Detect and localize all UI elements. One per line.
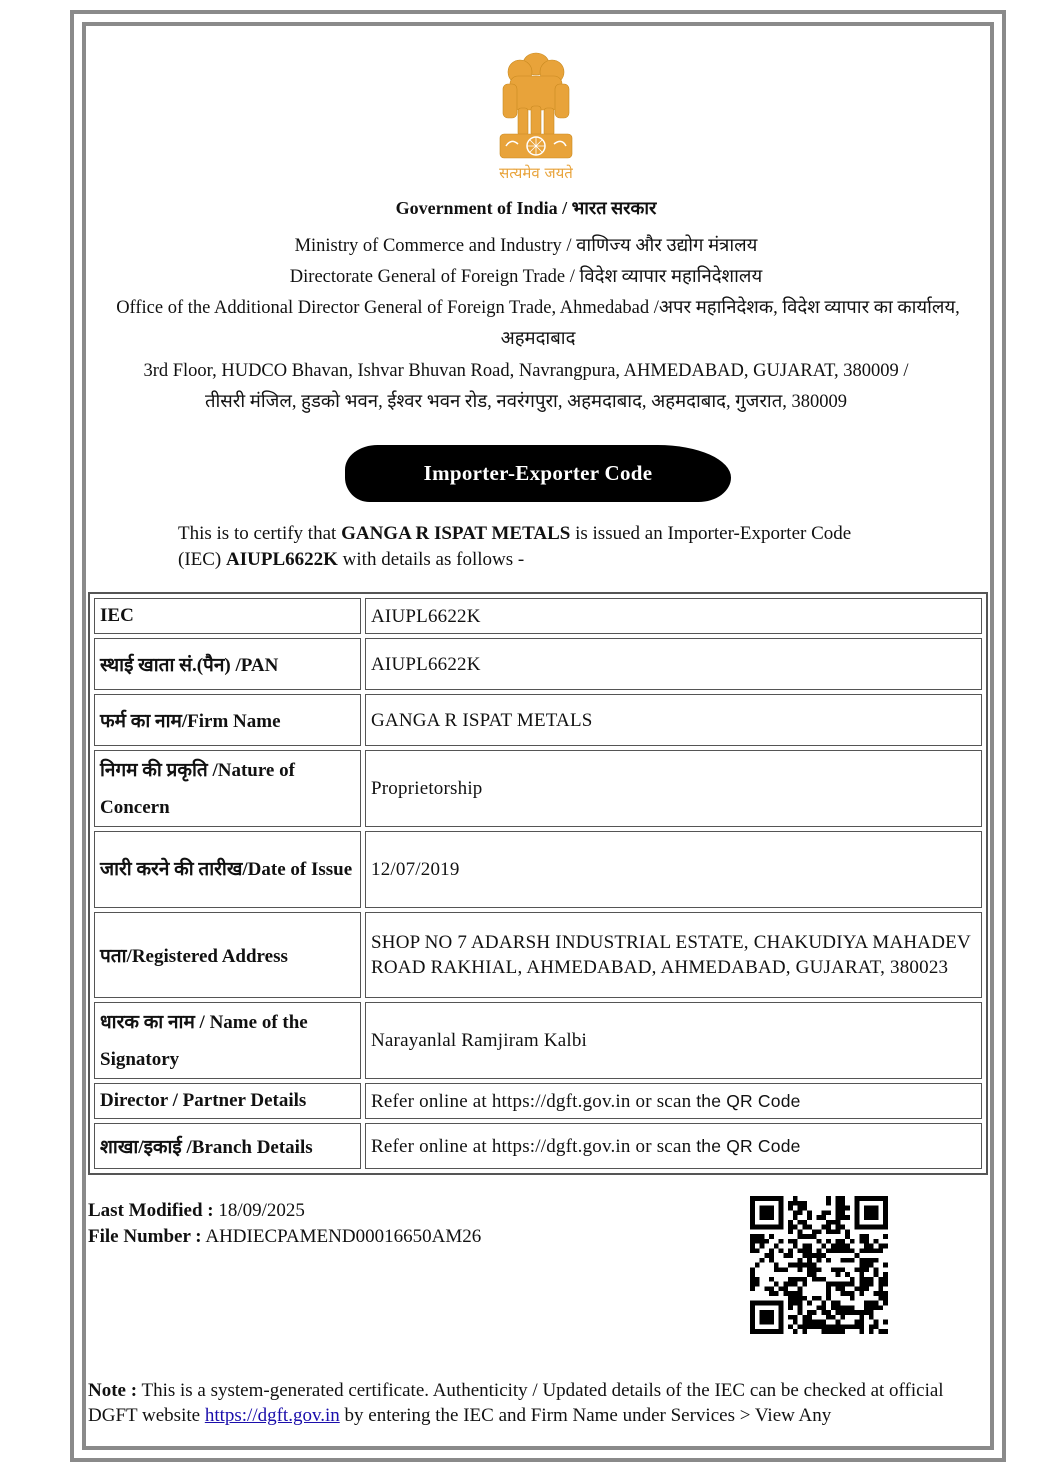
row-value-text: Refer online at https://dgft.gov.in or scan xyxy=(371,1090,692,1112)
certificate-title: Importer-Exporter Code xyxy=(345,445,731,502)
details-table xyxy=(88,592,988,1175)
row-label: जारी करने की तारीख/Date of Issue xyxy=(94,831,361,908)
dgft-website-link[interactable]: https://dgft.gov.in xyxy=(204,1405,340,1426)
row-value-suffix: the QR Code xyxy=(696,1135,801,1156)
row-value: AIUPL6622K xyxy=(365,598,982,634)
table-row xyxy=(94,1123,982,1169)
certify-iec: AIUPL6622K xyxy=(226,549,338,570)
row-label: Director / Partner Details xyxy=(94,1083,361,1119)
table-row xyxy=(94,638,982,690)
last-modified-label: Last Modified : xyxy=(88,1200,214,1221)
row-label: IEC xyxy=(94,598,361,634)
row-label: धारक का नाम / Name of the Signatory xyxy=(94,1002,361,1079)
emblem-motto: सत्यमेव जयते xyxy=(499,164,573,182)
certificate-meta xyxy=(88,1198,481,1250)
note-text-continued: by entering the IEC and Firm Name under Services > View Any xyxy=(344,1405,832,1426)
certify-prefix: This is to certify that xyxy=(178,523,337,544)
row-value-text: Refer online at https://dgft.gov.in or scan xyxy=(371,1135,692,1157)
row-value-suffix: the QR Code xyxy=(696,1090,801,1111)
table-row xyxy=(94,831,982,908)
table-row xyxy=(94,1002,982,1079)
row-value: 12/07/2019 xyxy=(365,831,982,908)
note-text: This is a system-generated certificate. Authenticity / Updated details of the IEC can be checked at official DGFT website xyxy=(88,1380,944,1426)
row-value xyxy=(365,1083,982,1119)
directorate-line: Directorate General of Foreign Trade / विदेश व्यापार महानिदेशालय xyxy=(289,267,763,287)
file-number xyxy=(88,1224,481,1250)
last-modified xyxy=(88,1198,481,1224)
certify-suffix: with details as follows - xyxy=(342,549,525,570)
note xyxy=(88,1378,968,1428)
row-label: पता/Registered Address xyxy=(94,912,361,998)
government-title: Government of India / भारत सरकार xyxy=(395,198,657,218)
qr-code-icon[interactable] xyxy=(746,1196,892,1334)
row-label: स्थाई खाता सं.(पैन) /PAN xyxy=(94,638,361,690)
table-row xyxy=(94,598,982,634)
ministry-line: Ministry of Commerce and Industry / वाणिज्य और उद्योग मंत्रालय xyxy=(294,236,758,256)
table-row xyxy=(94,750,982,827)
file-number-label: File Number : xyxy=(88,1226,202,1247)
row-label: शाखा/इकाई /Branch Details xyxy=(94,1123,361,1169)
office-address-hi: तीसरी मंजिल, हुडको भवन, ईश्वर भवन रोड, नवरंगपुरा, अहमदाबाद, अहमदाबाद, गुजरात, 380009 xyxy=(204,392,848,412)
certify-firm-name: GANGA R ISPAT METALS xyxy=(341,523,571,544)
row-value: Narayanlal Ramjiram Kalbi xyxy=(365,1002,982,1079)
certification-statement xyxy=(178,521,898,573)
row-value: AIUPL6622K xyxy=(365,638,982,690)
last-modified-value: 18/09/2025 xyxy=(218,1200,305,1221)
office-address xyxy=(86,356,966,418)
office-line: Office of the Additional Director General of Foreign Trade, Ahmedabad /अपर महानिदेशक, विदेश व्यापार का कार्यालय, अहमदाबाद xyxy=(116,298,960,349)
certify-middle: is issued an Importer-Exporter Code (IEC) xyxy=(178,523,852,570)
row-value: Proprietorship xyxy=(365,750,982,827)
table-row xyxy=(94,694,982,746)
row-value xyxy=(365,1123,982,1169)
row-label: फर्म का नाम/Firm Name xyxy=(94,694,361,746)
file-number-value: AHDIECPAMEND00016650AM26 xyxy=(205,1226,482,1247)
row-value: GANGA R ISPAT METALS xyxy=(365,694,982,746)
table-row xyxy=(94,912,982,998)
state-emblem-icon xyxy=(490,50,582,185)
row-value: SHOP NO 7 ADARSH INDUSTRIAL ESTATE, CHAKUDIYA MAHADEV ROAD RAKHIAL, AHMEDABAD, AHMEDABAD, GUJARAT, 380023 xyxy=(365,912,982,998)
table-row xyxy=(94,1083,982,1119)
row-label: निगम की प्रकृति /Nature of Concern xyxy=(94,750,361,827)
note-label: Note : xyxy=(88,1380,138,1401)
office-address-en: 3rd Floor, HUDCO Bhavan, Ishvar Bhuvan Road, Navrangpura, AHMEDABAD, GUJARAT, 380009 / xyxy=(143,361,909,381)
